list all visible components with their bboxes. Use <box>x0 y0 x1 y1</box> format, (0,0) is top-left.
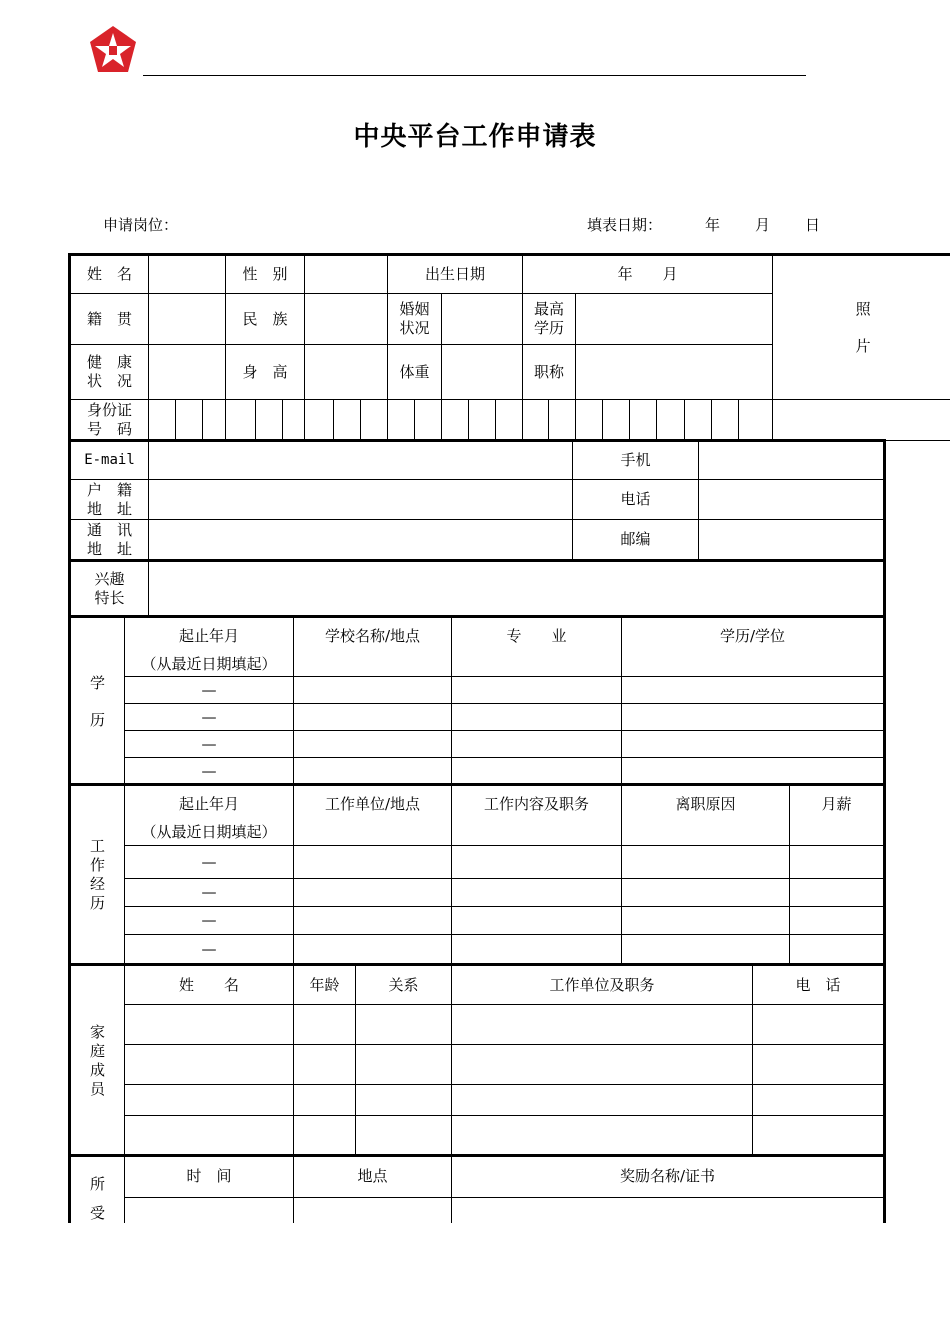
birth-label: 出生日期 <box>388 255 523 294</box>
position-label: 申请岗位： <box>103 216 179 234</box>
work-reason-cell[interactable] <box>622 935 790 965</box>
edu-degree-cell[interactable] <box>622 731 885 758</box>
edu-period-cell[interactable]: — <box>125 704 294 731</box>
awards-time-cell[interactable] <box>125 1197 294 1223</box>
family-company-header: 工作单位及职务 <box>452 965 753 1005</box>
mobile-label: 手机 <box>573 441 699 480</box>
idcard-digit[interactable] <box>388 400 415 441</box>
work-salary-header: 月薪 <box>790 785 885 846</box>
edu-major-cell[interactable] <box>452 677 622 704</box>
huji-label: 户 籍 地 址 <box>70 480 149 520</box>
idcard-digit[interactable] <box>685 400 712 441</box>
idcard-digit[interactable] <box>305 400 334 441</box>
edu-period-cell[interactable]: — <box>125 758 294 786</box>
work-content-cell[interactable] <box>452 907 622 935</box>
date-label: 填表日期： <box>587 216 663 234</box>
idcard-digit[interactable] <box>334 400 361 441</box>
work-period-cell[interactable]: — <box>125 846 294 879</box>
idcard-label: 身份证 号 码 <box>70 400 149 441</box>
education-table <box>68 615 886 786</box>
family-relation-cell[interactable] <box>356 1085 452 1116</box>
idcard-digit[interactable] <box>203 400 226 441</box>
awards-name-header: 奖励名称/证书 <box>452 1156 885 1198</box>
edu-school-cell[interactable] <box>294 758 452 786</box>
interest-table <box>68 559 886 616</box>
page-title: 中央平台工作申请表 <box>353 122 597 152</box>
interest-label: 兴趣 特长 <box>70 561 149 616</box>
family-age-cell[interactable] <box>294 1005 356 1045</box>
idcard-extra[interactable] <box>773 400 950 441</box>
edu-period-cell[interactable]: — <box>125 731 294 758</box>
idcard-digit[interactable] <box>576 400 603 441</box>
family-relation-header: 关系 <box>356 965 452 1005</box>
family-phone-cell[interactable] <box>753 1005 885 1045</box>
photo-label-b: 片 <box>855 336 871 355</box>
idcard-digit[interactable] <box>361 400 388 441</box>
work-content-cell[interactable] <box>452 935 622 965</box>
family-relation-cell[interactable] <box>356 1045 452 1085</box>
ethnic-field[interactable] <box>305 294 388 345</box>
awards-name-cell[interactable] <box>452 1197 885 1223</box>
header-rule <box>143 75 806 76</box>
idcard-digit[interactable] <box>442 400 469 441</box>
idcard-digit[interactable] <box>739 400 773 441</box>
family-relation-cell[interactable] <box>356 1116 452 1157</box>
edu-major-header: 专 业 <box>452 617 622 677</box>
comm-address-field[interactable] <box>149 520 573 560</box>
family-company-cell[interactable] <box>452 1116 753 1157</box>
phone-field[interactable] <box>699 480 885 520</box>
edu-degree-cell[interactable] <box>622 704 885 731</box>
health-field[interactable] <box>149 345 226 400</box>
date-year: 年 <box>705 216 721 234</box>
interest-field[interactable] <box>149 561 885 616</box>
idcard-digit[interactable] <box>603 400 630 441</box>
work-period-cell[interactable]: — <box>125 879 294 907</box>
work-period-header: 起止年月 （从最近日期填起） <box>125 785 294 846</box>
work-period-cell[interactable]: — <box>125 907 294 935</box>
personal-info-table <box>68 253 950 441</box>
family-age-cell[interactable] <box>294 1085 356 1116</box>
gender-label: 性 别 <box>226 255 305 294</box>
edu-degree-cell[interactable] <box>622 677 885 704</box>
birth-field[interactable]: 年 月 <box>523 255 773 294</box>
email-label: E-mail <box>70 441 149 480</box>
work-table <box>68 783 886 965</box>
family-age-cell[interactable] <box>294 1116 356 1157</box>
family-name-cell[interactable] <box>125 1045 294 1085</box>
work-reason-cell[interactable] <box>622 907 790 935</box>
work-reason-cell[interactable] <box>622 846 790 879</box>
work-reason-header: 离职原因 <box>622 785 790 846</box>
work-period-cell[interactable]: — <box>125 935 294 965</box>
family-age-cell[interactable] <box>294 1045 356 1085</box>
work-content-header: 工作内容及职务 <box>452 785 622 846</box>
work-content-cell[interactable] <box>452 879 622 907</box>
awards-place-cell[interactable] <box>294 1197 452 1223</box>
name-label: 姓 名 <box>70 255 149 294</box>
weight-label: 体重 <box>388 345 442 400</box>
family-side-label: 家 庭 成 员 <box>70 965 125 1157</box>
edu-school-header: 学校名称/地点 <box>294 617 452 677</box>
edu-major-cell[interactable] <box>452 758 622 786</box>
edu-major-cell[interactable] <box>452 731 622 758</box>
education-level-field[interactable] <box>576 294 773 345</box>
idcard-digit[interactable] <box>496 400 523 441</box>
idcard-digit[interactable] <box>523 400 549 441</box>
marital-field[interactable] <box>442 294 523 345</box>
idcard-digit[interactable] <box>415 400 442 441</box>
zip-field[interactable] <box>699 520 885 560</box>
idcard-digit[interactable] <box>712 400 739 441</box>
family-table <box>68 963 886 1157</box>
edu-major-cell[interactable] <box>452 704 622 731</box>
edu-school-cell[interactable] <box>294 731 452 758</box>
health-label: 健 康 状 况 <box>70 345 149 400</box>
zip-label: 邮编 <box>573 520 699 560</box>
work-side-label: 工 作 经 历 <box>70 785 125 965</box>
education-level-label: 最高 学历 <box>523 294 576 345</box>
family-relation-cell[interactable] <box>356 1005 452 1045</box>
awards-side-label: 所 受 <box>70 1156 125 1224</box>
photo-box[interactable] <box>773 255 950 400</box>
idcard-digit[interactable] <box>657 400 685 441</box>
family-company-cell[interactable] <box>452 1085 753 1116</box>
native-label: 籍 贯 <box>70 294 149 345</box>
weight-field[interactable] <box>442 345 523 400</box>
edu-degree-cell[interactable] <box>622 758 885 786</box>
family-phone-cell[interactable] <box>753 1045 885 1085</box>
work-salary-cell[interactable] <box>790 846 885 879</box>
jobtitle-field[interactable] <box>576 345 773 400</box>
ethnic-label: 民 族 <box>226 294 305 345</box>
family-age-header: 年龄 <box>294 965 356 1005</box>
date-month: 月 <box>755 216 771 234</box>
work-salary-cell[interactable] <box>790 879 885 907</box>
company-logo <box>86 24 140 78</box>
native-field[interactable] <box>149 294 226 345</box>
email-field[interactable] <box>149 441 573 480</box>
phone-label: 电话 <box>573 480 699 520</box>
family-company-cell[interactable] <box>452 1045 753 1085</box>
edu-school-cell[interactable] <box>294 704 452 731</box>
work-salary-cell[interactable] <box>790 907 885 935</box>
edu-school-cell[interactable] <box>294 677 452 704</box>
idcard-digit[interactable] <box>469 400 496 441</box>
family-phone-cell[interactable] <box>753 1085 885 1116</box>
awards-table <box>68 1154 886 1223</box>
family-phone-cell[interactable] <box>753 1116 885 1157</box>
mobile-field[interactable] <box>699 441 885 480</box>
edu-period-header: 起止年月 （从最近日期填起） <box>125 617 294 677</box>
work-company-cell[interactable] <box>294 935 452 965</box>
family-phone-header: 电 话 <box>753 965 885 1005</box>
work-company-cell[interactable] <box>294 907 452 935</box>
height-field[interactable] <box>305 345 388 400</box>
height-label: 身 高 <box>226 345 305 400</box>
huji-field[interactable] <box>149 480 573 520</box>
awards-time-header: 时 间 <box>125 1156 294 1198</box>
family-name-cell[interactable] <box>125 1005 294 1045</box>
work-company-cell[interactable] <box>294 846 452 879</box>
awards-place-header: 地点 <box>294 1156 452 1198</box>
idcard-digit[interactable] <box>149 400 176 441</box>
edu-degree-header: 学历/学位 <box>622 617 885 677</box>
name-field[interactable] <box>149 255 226 294</box>
idcard-digit[interactable] <box>256 400 283 441</box>
idcard-digit[interactable] <box>630 400 657 441</box>
contact-table <box>68 439 886 560</box>
idcard-digit[interactable] <box>176 400 203 441</box>
work-content-cell[interactable] <box>452 846 622 879</box>
work-company-cell[interactable] <box>294 879 452 907</box>
idcard-digit[interactable] <box>549 400 576 441</box>
gender-field[interactable] <box>305 255 388 294</box>
family-name-header: 姓 名 <box>125 965 294 1005</box>
photo-label-a: 照 <box>855 299 871 318</box>
comm-address-label: 通 讯 地 址 <box>70 520 149 560</box>
jobtitle-label: 职称 <box>523 345 576 400</box>
work-salary-cell[interactable] <box>790 935 885 965</box>
marital-label: 婚姻 状况 <box>388 294 442 345</box>
idcard-digit[interactable] <box>226 400 256 441</box>
idcard-digit[interactable] <box>283 400 305 441</box>
family-company-cell[interactable] <box>452 1005 753 1045</box>
family-name-cell[interactable] <box>125 1085 294 1116</box>
work-company-header: 工作单位/地点 <box>294 785 452 846</box>
edu-period-cell[interactable]: — <box>125 677 294 704</box>
date-day: 日 <box>805 216 821 234</box>
education-side-label: 学 历 <box>70 617 125 786</box>
family-name-cell[interactable] <box>125 1116 294 1157</box>
work-reason-cell[interactable] <box>622 879 790 907</box>
